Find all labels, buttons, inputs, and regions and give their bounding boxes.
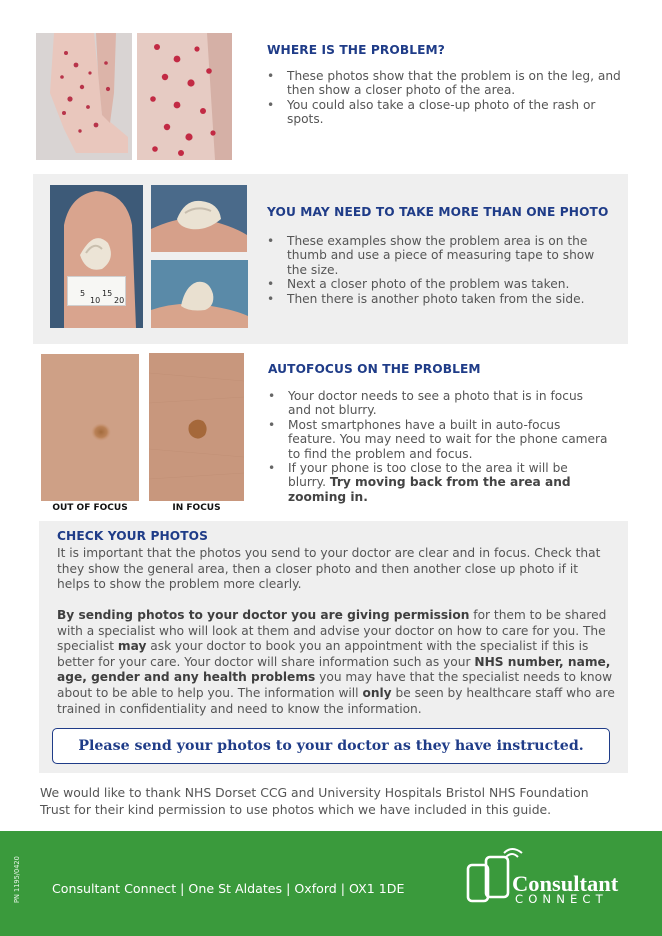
thanks-text: We would like to thank NHS Dorset CCG and University Hospitals Bristol NHS Foundation Trust for their kind permission to use photos which we have included in this guide. bbox=[40, 785, 589, 817]
leg-rash-photo-close bbox=[137, 33, 232, 160]
document-code: PN 1195/0420 bbox=[13, 856, 21, 903]
list-item: • Next a closer photo of the problem was taken. bbox=[267, 277, 617, 291]
para-text: be seen by healthcare staff who are trained in confidentiality and need to know the information. bbox=[57, 685, 615, 716]
footer-address: Consultant Connect | One St Aldates | Oxford | OX1 1DE bbox=[52, 881, 405, 896]
para-text: for them to be shared with a specialist who will look at them and advise your doctor on how to care for you. The specialist bbox=[57, 608, 607, 654]
measuring-tape bbox=[67, 276, 126, 306]
in-focus-caption: IN FOCUS bbox=[172, 503, 221, 513]
send-photos-callout: Please send your photos to your doctor as they have instructed. bbox=[52, 728, 610, 764]
tape-number: 10 bbox=[90, 296, 101, 305]
para-text: ask your doctor to book you an appointment with the specialist if this is better for your care. Your doctor will share information such as your bbox=[57, 639, 589, 669]
section2-heading: YOU MAY NEED TO TAKE MORE THAN ONE PHOTO bbox=[267, 205, 609, 219]
section4-heading: CHECK YOUR PHOTOS bbox=[57, 529, 209, 543]
tape-number: 5 bbox=[80, 289, 86, 298]
out-of-focus-photo bbox=[41, 354, 139, 501]
bullet-bold-text: Try moving back from the area and zooming in. bbox=[288, 475, 571, 504]
tape-number: 20 bbox=[114, 296, 125, 305]
out-of-focus-caption: OUT OF FOCUS bbox=[52, 503, 128, 513]
only-bold: only bbox=[362, 685, 392, 700]
thumb-side-photo bbox=[151, 260, 248, 328]
list-item: • Then there is another photo taken from the side. bbox=[267, 292, 617, 306]
para-text: you may have that the specialist needs to know about to be able to help you. The information will bbox=[57, 670, 613, 700]
may-bold: may bbox=[117, 639, 147, 654]
section2-bullets bbox=[267, 234, 617, 306]
section3-bullets bbox=[268, 389, 608, 504]
section3-heading: AUTOFOCUS ON THE PROBLEM bbox=[268, 362, 481, 376]
permission-bold: By sending photos to your doctor you are giving permission bbox=[57, 608, 470, 622]
logo-wordmark: Consultant bbox=[512, 871, 619, 896]
list-item: • Your doctor needs to see a photo that is in focus and not blurry. bbox=[268, 389, 608, 418]
section4-paragraph-1: It is important that the photos you send to your doctor are clear and in focus. Check that they show the general area, then a closer photo and then another close up photo if it helps to show the problem more clearly. bbox=[57, 546, 601, 592]
in-focus-photo bbox=[149, 353, 244, 501]
details-bold: NHS number, name, age, gender and any health problems bbox=[57, 654, 611, 685]
bullet-text: If your phone is too close to the area it will be blurry. bbox=[288, 461, 568, 490]
logo-subtitle: CONNECT bbox=[515, 892, 608, 906]
section1-heading: WHERE IS THE PROBLEM? bbox=[267, 43, 445, 57]
list-item: • These examples show the problem area is on the thumb and use a piece of measuring tape to show the size. bbox=[267, 234, 617, 277]
footer-bar bbox=[0, 831, 662, 936]
list-item: • These photos show that the problem is on the leg, and then show a closer photo of the area. bbox=[267, 69, 627, 98]
list-item: • Most smartphones have a built in auto-focus feature. You may need to wait for the phone camera to find the problem and focus. bbox=[268, 418, 608, 461]
thumb-with-tape-photo bbox=[50, 185, 143, 328]
leg-rash-photo-wide bbox=[36, 33, 132, 160]
thumb-closeup-photo bbox=[151, 185, 247, 252]
list-item: • You could also take a close-up photo of the rash or spots. bbox=[267, 98, 627, 127]
list-item bbox=[268, 461, 608, 504]
section1-bullets bbox=[267, 69, 627, 127]
section4-paragraph-2 bbox=[57, 608, 619, 717]
tape-number: 15 bbox=[102, 289, 113, 298]
